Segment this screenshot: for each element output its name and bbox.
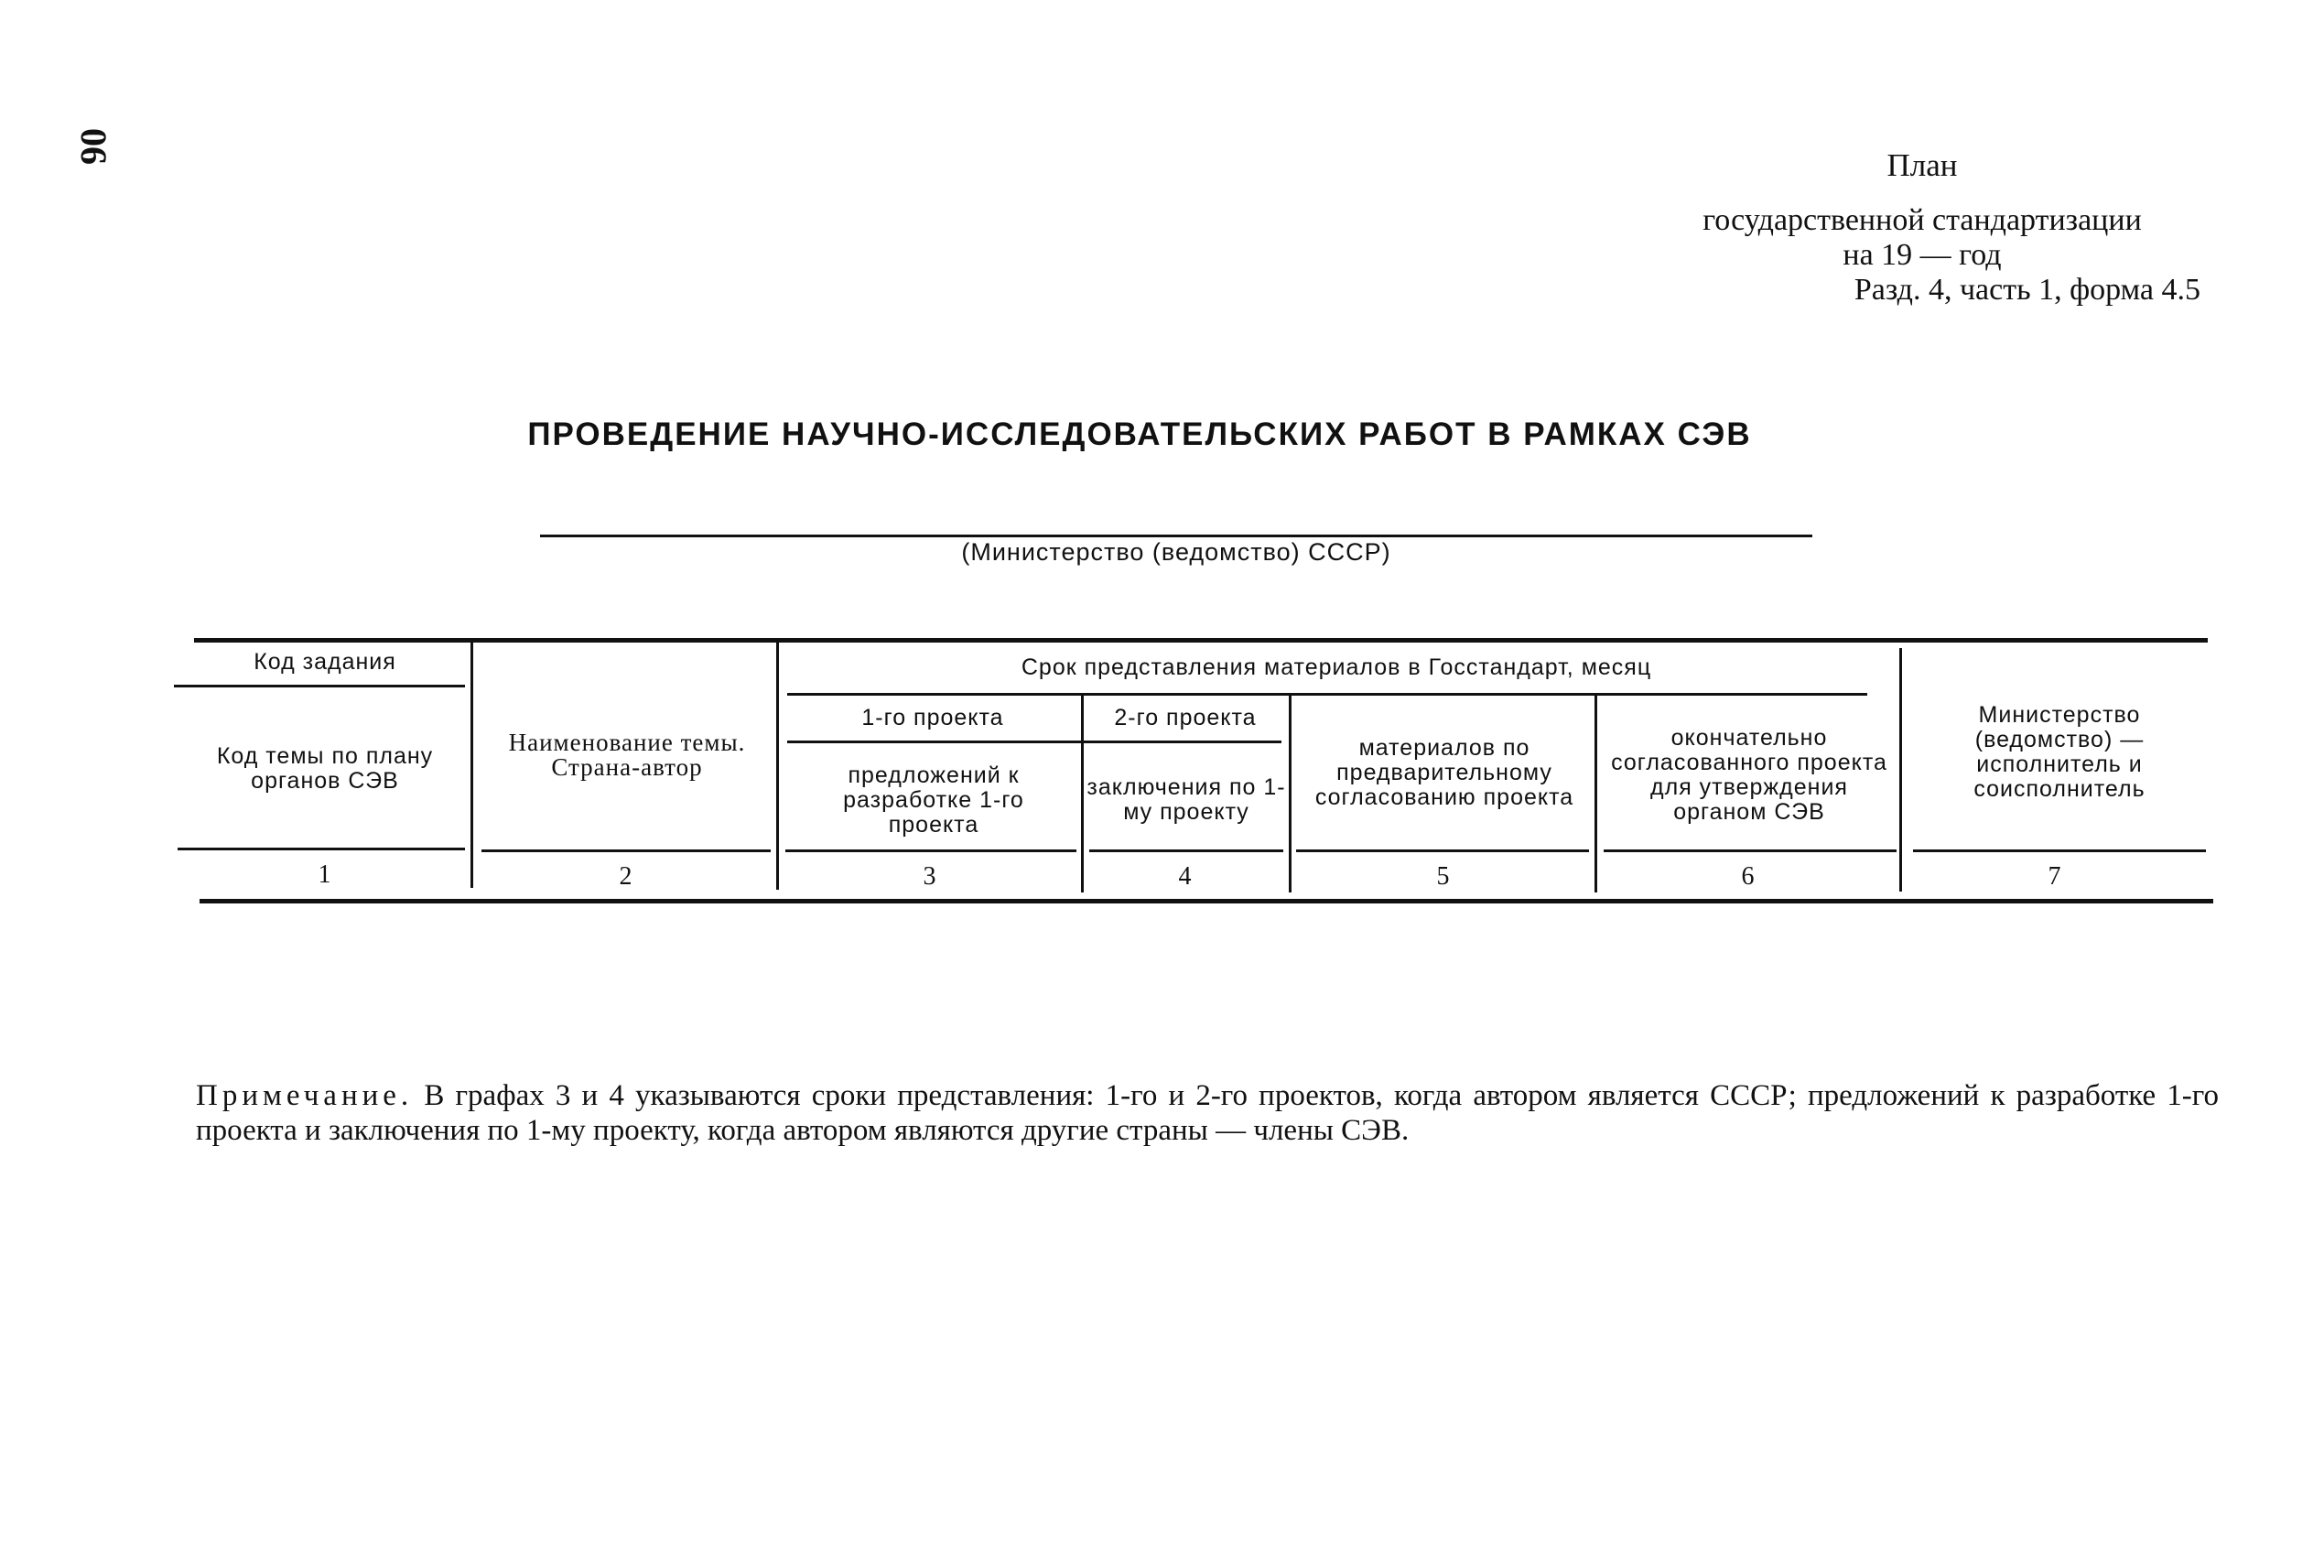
column-number: 1 xyxy=(318,860,332,889)
footnote-lead: Примечание. xyxy=(196,1079,414,1112)
header-col5: материалов по предварительному согласованию проекта xyxy=(1314,734,1574,810)
header-bottom-line xyxy=(481,849,771,852)
plan-subtitle: государственной стандартизации xyxy=(1702,203,2142,237)
page-title: ПРОВЕДЕНИЕ НАУЧНО-ИССЛЕДОВАТЕЛЬСКИХ РАБОТ В РАМКАХ СЭВ xyxy=(527,416,1752,452)
ministry-caption: (Министерство (ведомство) СССР) xyxy=(961,538,1391,566)
header-col1-bottom: Код темы по плану органов СЭВ xyxy=(216,743,434,794)
column-number: 7 xyxy=(2048,861,2062,891)
column-number: 6 xyxy=(1741,861,1756,891)
header-col1-top: Код задания xyxy=(254,648,396,675)
table-top-border xyxy=(194,638,2208,643)
footnote-text: В графах 3 и 4 указываются сроки представления: 1-го и 2-го проектов, когда автором является СССР; предложений к разработке 1-го проекта и заключения по 1-му проекту, когда автором являются другие страны — члены СЭВ. xyxy=(196,1079,2219,1147)
header-bottom-line xyxy=(1913,849,2206,852)
header-col4: заключения по 1-му проекту xyxy=(1086,774,1286,825)
page-number: 06 xyxy=(73,128,114,165)
group-header-divider xyxy=(787,693,1867,696)
col-separator xyxy=(776,643,779,890)
header-col3: предложений к разработке 1-го проекта xyxy=(843,762,1024,838)
header-bottom-line xyxy=(1604,849,1897,852)
header-col6: окончательно согласованного проекта для утверждения органом СЭВ xyxy=(1611,725,1887,825)
col-separator xyxy=(470,641,473,888)
footnote xyxy=(196,1078,2219,1148)
plan-header xyxy=(1638,148,2206,308)
header-bottom-line xyxy=(178,848,465,850)
header-sub-2nd: 2-го проекта xyxy=(1114,704,1257,730)
column-number: 4 xyxy=(1178,861,1193,891)
header-bottom-line xyxy=(785,849,1076,852)
table-bottom-border xyxy=(200,899,2213,903)
header-bottom-line xyxy=(1089,849,1283,852)
col-separator xyxy=(1899,648,1902,892)
col-separator xyxy=(1594,696,1597,892)
col1-divider xyxy=(174,685,465,687)
plan-year: на 19 — год xyxy=(1843,238,2002,272)
column-number: 2 xyxy=(619,861,633,891)
plan-title: План xyxy=(1886,147,1958,183)
column-number: 3 xyxy=(923,861,937,891)
header-bottom-line xyxy=(1296,849,1589,852)
header-col2: Наименование темы. Страна-автор xyxy=(508,729,746,781)
col-separator xyxy=(1289,696,1292,892)
subheader-divider xyxy=(787,741,1281,743)
header-sub-1st: 1-го проекта xyxy=(861,704,1004,730)
header-group: Срок представления материалов в Госстандарт, месяц xyxy=(1021,654,1652,680)
header-col7: Министерство (ведомство) — исполнитель и соисполнитель xyxy=(1973,702,2146,802)
plan-form-reference: Разд. 4, часть 1, форма 4.5 xyxy=(1854,273,2200,307)
column-number: 5 xyxy=(1436,861,1451,891)
ministry-fill-line xyxy=(540,535,1812,537)
